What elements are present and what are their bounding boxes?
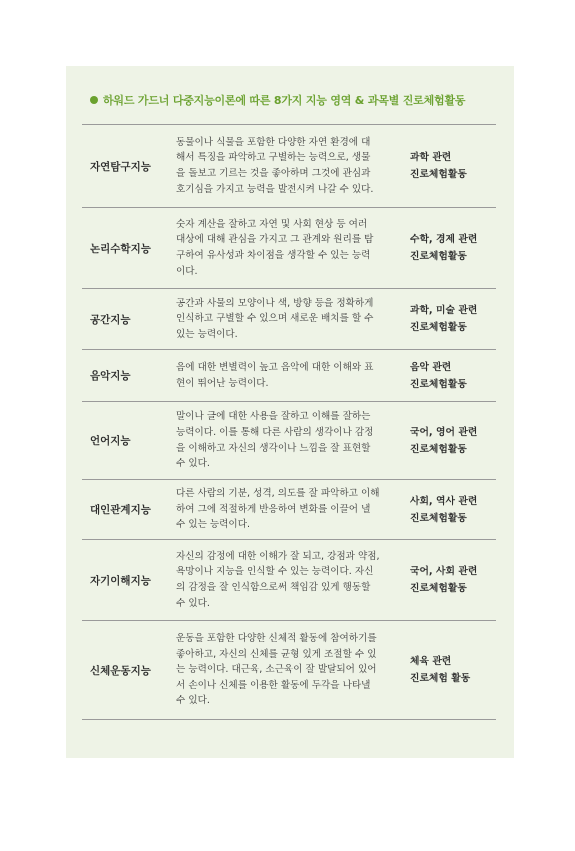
category-label: 논리수학지능 bbox=[90, 242, 151, 255]
category-label: 대인관계지능 bbox=[90, 504, 151, 516]
activity-label: 체육 관련 진로체험 활동 bbox=[410, 656, 471, 684]
table-row bbox=[82, 208, 496, 289]
activity-label: 음악 관련 진로체험활동 bbox=[410, 361, 467, 390]
category-label: 자연탐구지능 bbox=[90, 160, 151, 173]
description-text: 말이나 글에 대한 사용을 잘하고 이해를 잘하는 능력이다. 이를 통해 다른 사람의 생각이나 감정 을 이해하고 자신의 생각이나 느낌을 잘 표현할 수 있다. bbox=[176, 411, 374, 470]
activity-label: 국어, 영어 관련 진로체험활동 bbox=[410, 426, 478, 455]
activity-label: 수학, 경제 관련 진로체험활동 bbox=[410, 234, 478, 262]
category-label: 음악지능 bbox=[90, 370, 131, 382]
category-label: 자기이해지능 bbox=[90, 574, 151, 587]
description-text: 운동을 포함한 다양한 신체적 활동에 참여하기를 좋아하고, 자신의 신체를 균형 있게 조절할 수 있 는 능력이다. 대근육, 소근육이 잘 발달되어 있어 서 손이나 신체를 이용한 활동에 두각을 나타낼 수 있다. bbox=[176, 633, 377, 707]
table-row bbox=[82, 540, 496, 621]
table-row bbox=[82, 480, 496, 540]
activity-label: 국어, 사회 관련 진로체험활동 bbox=[410, 566, 478, 594]
table-row bbox=[82, 125, 496, 208]
description-text: 음에 대한 변별력이 높고 음악에 대한 이해와 표 현이 뛰어난 능력이다. bbox=[176, 361, 374, 389]
category-label: 신체운동지능 bbox=[90, 664, 151, 677]
table-row bbox=[82, 289, 496, 350]
table-row bbox=[82, 402, 496, 480]
bullet-dot-icon bbox=[90, 96, 98, 104]
activity-label: 과학 관련 진로체험활동 bbox=[410, 152, 467, 180]
table-row bbox=[82, 621, 496, 720]
activity-label: 사회, 역사 관련 진로체험활동 bbox=[410, 495, 478, 524]
table-row bbox=[82, 350, 496, 402]
section-title bbox=[90, 92, 465, 108]
category-label: 공간지능 bbox=[90, 313, 131, 326]
intelligence-table bbox=[82, 124, 496, 720]
description-text: 동물이나 식물을 포함한 다양한 자연 환경에 대 해서 특징을 파악하고 구별하는 능력으로, 생물 을 돌보고 기르는 것을 좋아하며 그것에 관심과 호기심을 가지고 능력을 발전시켜 나갈 수 있다. bbox=[176, 136, 374, 195]
description-text: 자신의 감정에 대한 이해가 잘 되고, 강점과 약점, 욕망이나 지능을 인식할 수 있는 능력이다. 자신 의 감정을 잘 인식함으로써 책임감 있게 행동할 수 있다. bbox=[176, 550, 380, 609]
description-text: 다른 사람의 기분, 성격, 의도를 잘 파악하고 이해 하여 그에 적절하게 반응하여 변화를 이끌어 낼 수 있는 능력이다. bbox=[176, 488, 380, 531]
description-text: 공간과 사물의 모양이나 색, 방향 등을 정확하게 인식하고 구별할 수 있으며 새로운 배치를 할 수 있는 능력이다. bbox=[176, 297, 374, 340]
activity-label: 과학, 미술 관련 진로체험활동 bbox=[410, 305, 478, 333]
category-label: 언어지능 bbox=[90, 435, 131, 447]
description-text: 숫자 계산을 잘하고 자연 및 사회 현상 등 여러 대상에 대해 관심을 가지고 그 관계와 원리를 탐 구하여 유사성과 차이점을 생각할 수 있는 능력 이다. bbox=[176, 218, 374, 277]
section-title-text: 하워드 가드너 다중지능이론에 따른 8가지 지능 영역 & 과목별 진로체험활동 bbox=[103, 94, 466, 107]
content-panel bbox=[66, 66, 514, 758]
